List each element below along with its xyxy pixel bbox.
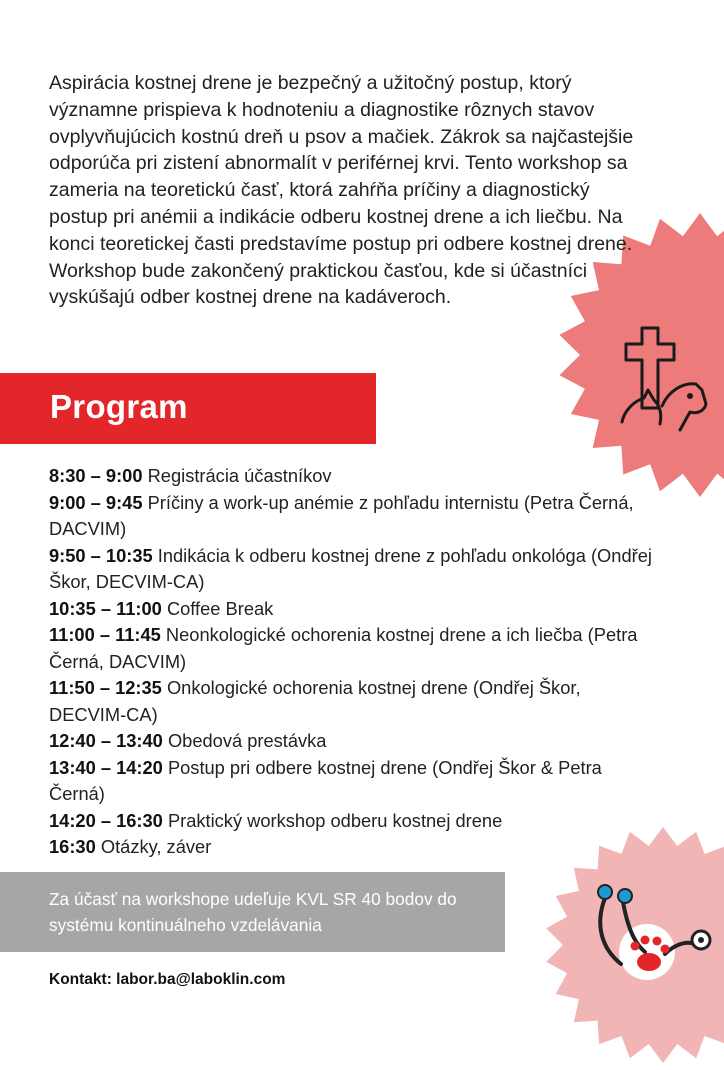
schedule-time: 10:35 – 11:00 (49, 597, 162, 619)
program-schedule (49, 463, 659, 861)
schedule-description: Onkologické ochorenia kostnej drene (Ondřej Škor, DECVIM-CA) (49, 677, 581, 725)
schedule-time: 12:40 – 13:40 (49, 730, 163, 751)
schedule-item (49, 675, 659, 728)
schedule-time: 9:00 – 9:45 (49, 491, 143, 513)
intro-paragraph: Aspirácia kostnej drene je bezpečný a užitočný postup, ktorý významne prispieva k hodnoteniu a diagnostike rôznych stavov ovplyvňujúcich kostnú dreň u psov a mačiek. Zákrok sa najčastejšie odporúča pri zistení abnormalít v periférnej krvi. Tento workshop sa zameria na teoretickú časť, ktorá zahŕňa príčiny a diagnostický postup pri anémii a indikácie odberu kostnej drene a ich liečbu. Na konci teoretickej časti predstavíme postup pri odbere kostnej drene. Workshop bude zakončený praktickou časťou, kde si účastníci vyskúšajú odber kostnej drene na kadáveroch. (49, 72, 634, 309)
schedule-time: 13:40 – 14:20 (49, 756, 163, 778)
schedule-description: Postup pri odbere kostnej drene (Ondřej Škor & Petra Černá) (49, 756, 602, 804)
schedule-description: Praktický workshop odberu kostnej drene (167, 809, 503, 831)
schedule-item (49, 543, 659, 596)
schedule-description: Registrácia účastníkov (147, 465, 332, 486)
schedule-item (49, 755, 659, 808)
schedule-item (49, 834, 659, 861)
schedule-time: 14:20 – 16:30 (49, 809, 163, 831)
schedule-description: Indikácia k odberu kostnej drene z pohľadu onkológa (Ondřej Škor, DECVIM-CA) (49, 544, 652, 592)
schedule-time: 16:30 (49, 836, 96, 857)
schedule-item (49, 463, 659, 490)
schedule-description: Otázky, záver (100, 836, 212, 857)
schedule-time: 9:50 – 10:35 (49, 544, 153, 566)
schedule-description: Obedová prestávka (167, 730, 327, 751)
schedule-item (49, 490, 659, 543)
contact-line: Kontakt: labor.ba@laboklin.com (49, 971, 286, 988)
schedule-time: 11:50 – 12:35 (49, 677, 162, 698)
schedule-time: 11:00 – 11:45 (49, 624, 161, 645)
schedule-description: Príčiny a work-up anémie z pohľadu internistu (Petra Černá, DACVIM) (49, 491, 634, 539)
schedule-item (49, 596, 659, 623)
schedule-item (49, 808, 659, 835)
schedule-time: 8:30 – 9:00 (49, 465, 143, 486)
program-title: Program (50, 388, 188, 425)
credit-text: Za účasť na workshope udeľuje KVL SR 40 bodov do systému kontinuálneho vzdelávania (49, 889, 457, 935)
schedule-item (49, 622, 659, 675)
schedule-description: Neonkologické ochorenia kostnej drene a ich liečba (Petra Černá, DACVIM) (49, 624, 638, 672)
schedule-item (49, 728, 659, 755)
schedule-description: Coffee Break (166, 597, 274, 619)
